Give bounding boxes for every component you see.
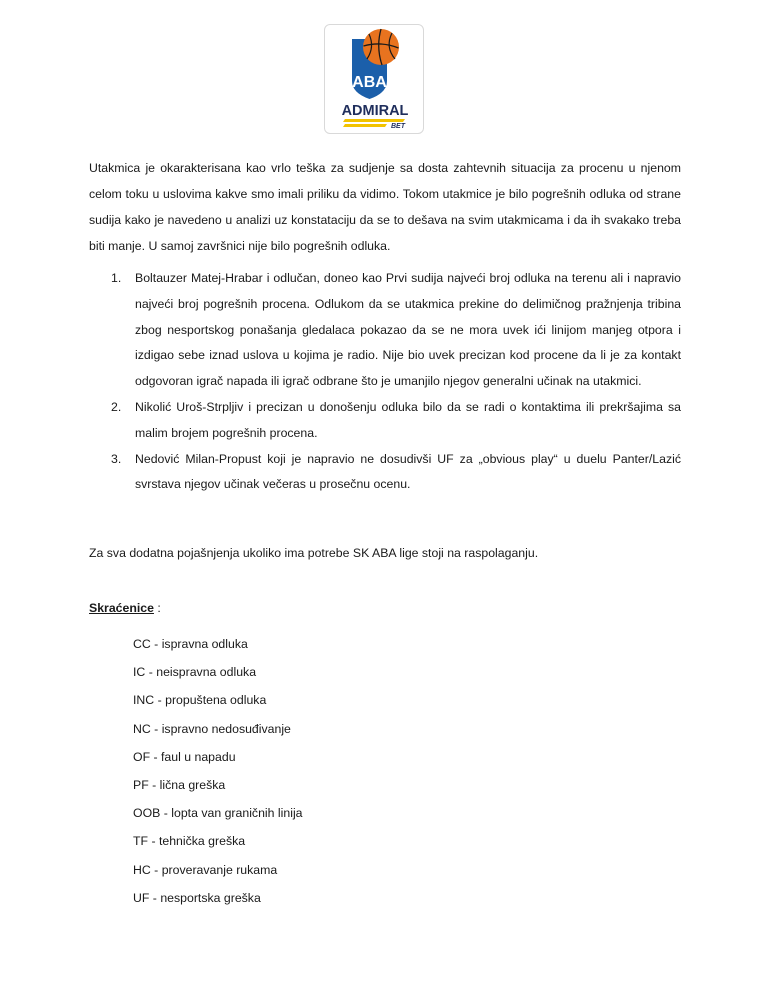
logo-sponsor-text: ADMIRAL <box>341 103 409 119</box>
logo-sponsor-sub-text: BET <box>391 123 405 130</box>
closing-paragraph: Za sva dodatna pojašnjenja ukoliko ima potrebe SK ABA lige stoji na raspolaganju. <box>89 546 539 560</box>
aba-admiralbet-logo <box>324 24 424 134</box>
list-item-text: Nedović Milan-Propust koji je napravio ne dosudivši UF za „obvious play“ u duelu Panter/Lazić svrstava njegov učinak večeras u prosečnu ocenu. <box>135 451 681 492</box>
aba-logo-graphic <box>325 25 425 135</box>
list-item <box>89 266 681 395</box>
abbreviation-item: NC - ispravno nedosuđivanje <box>133 721 291 736</box>
list-item <box>89 447 681 499</box>
abbreviations-heading-label: Skraćenice <box>89 601 154 615</box>
basketball-icon <box>363 29 399 65</box>
list-item-text: Boltauzer Matej-Hrabar i odlučan, doneo kao Prvi sudija najveći broj odluka na terenu ali i napravio najveći broj pogrešnih procena. Odlukom da se utakmica prekine do delimičnog pražnjenja tribina zbog nesportskog ponašanja gledalaca pokazao da se ne mora uvek ići linijom manjeg otpora i izdigao sebe iznad uslova u kojima je radio. Nije bio uvek precizan kod procene da li je za kontakt odgovoran igrač napada ili igrač odbrane što je umanjilo njegov generalni učinak na utakmici. <box>135 271 681 389</box>
abbreviation-item: TF - tehnička greška <box>133 834 246 849</box>
abbreviation-item: HC - proveravanje rukama <box>133 862 278 877</box>
list-item-number: 1. <box>111 271 122 285</box>
list-item-number: 3. <box>111 451 122 466</box>
abbreviations-list <box>133 630 303 912</box>
abbreviations-heading <box>89 601 161 615</box>
abbreviation-item: CC - ispravna odluka <box>133 637 248 651</box>
abbreviation-item: PF - lična greška <box>133 777 226 792</box>
logo-stripe <box>343 124 387 127</box>
referee-list <box>89 266 681 498</box>
abbreviation-item: IC - neispravna odluka <box>133 665 257 680</box>
list-item <box>89 395 681 447</box>
abbreviation-item: INC - propuštena odluka <box>133 693 267 708</box>
abbreviation-item: UF - nesportska greška <box>133 890 261 905</box>
logo-aba-text: ABA <box>352 74 387 91</box>
abbreviations-heading-colon: : <box>153 601 161 615</box>
list-item-text: Nikolić Uroš-Strpljiv i precizan u donošenju odluka bilo da se radi o kontaktima ili prekršajima sa malim brojem pogrešnih procena. <box>135 399 681 440</box>
logo-stripe <box>343 119 405 122</box>
list-item-number: 2. <box>111 399 122 414</box>
intro-paragraph: Utakmica je okarakterisana kao vrlo teška za sudjenje sa dosta zahtevnih situacija za procenu u njenom celom toku u uslovima kakve smo imali priliku da vidimo. Tokom utakmice je bilo pogrešnih odluka od strane sudija kako je navedeno u analizi uz konstataciju da se to dešava na svim utakmicama i da ih svakako treba biti manje. U samoj završnici nije bilo pogrešnih odluka. <box>89 161 681 253</box>
abbreviation-item: OOB - lopta van graničnih linija <box>133 806 303 821</box>
abbreviation-item: OF - faul u napadu <box>133 749 236 764</box>
